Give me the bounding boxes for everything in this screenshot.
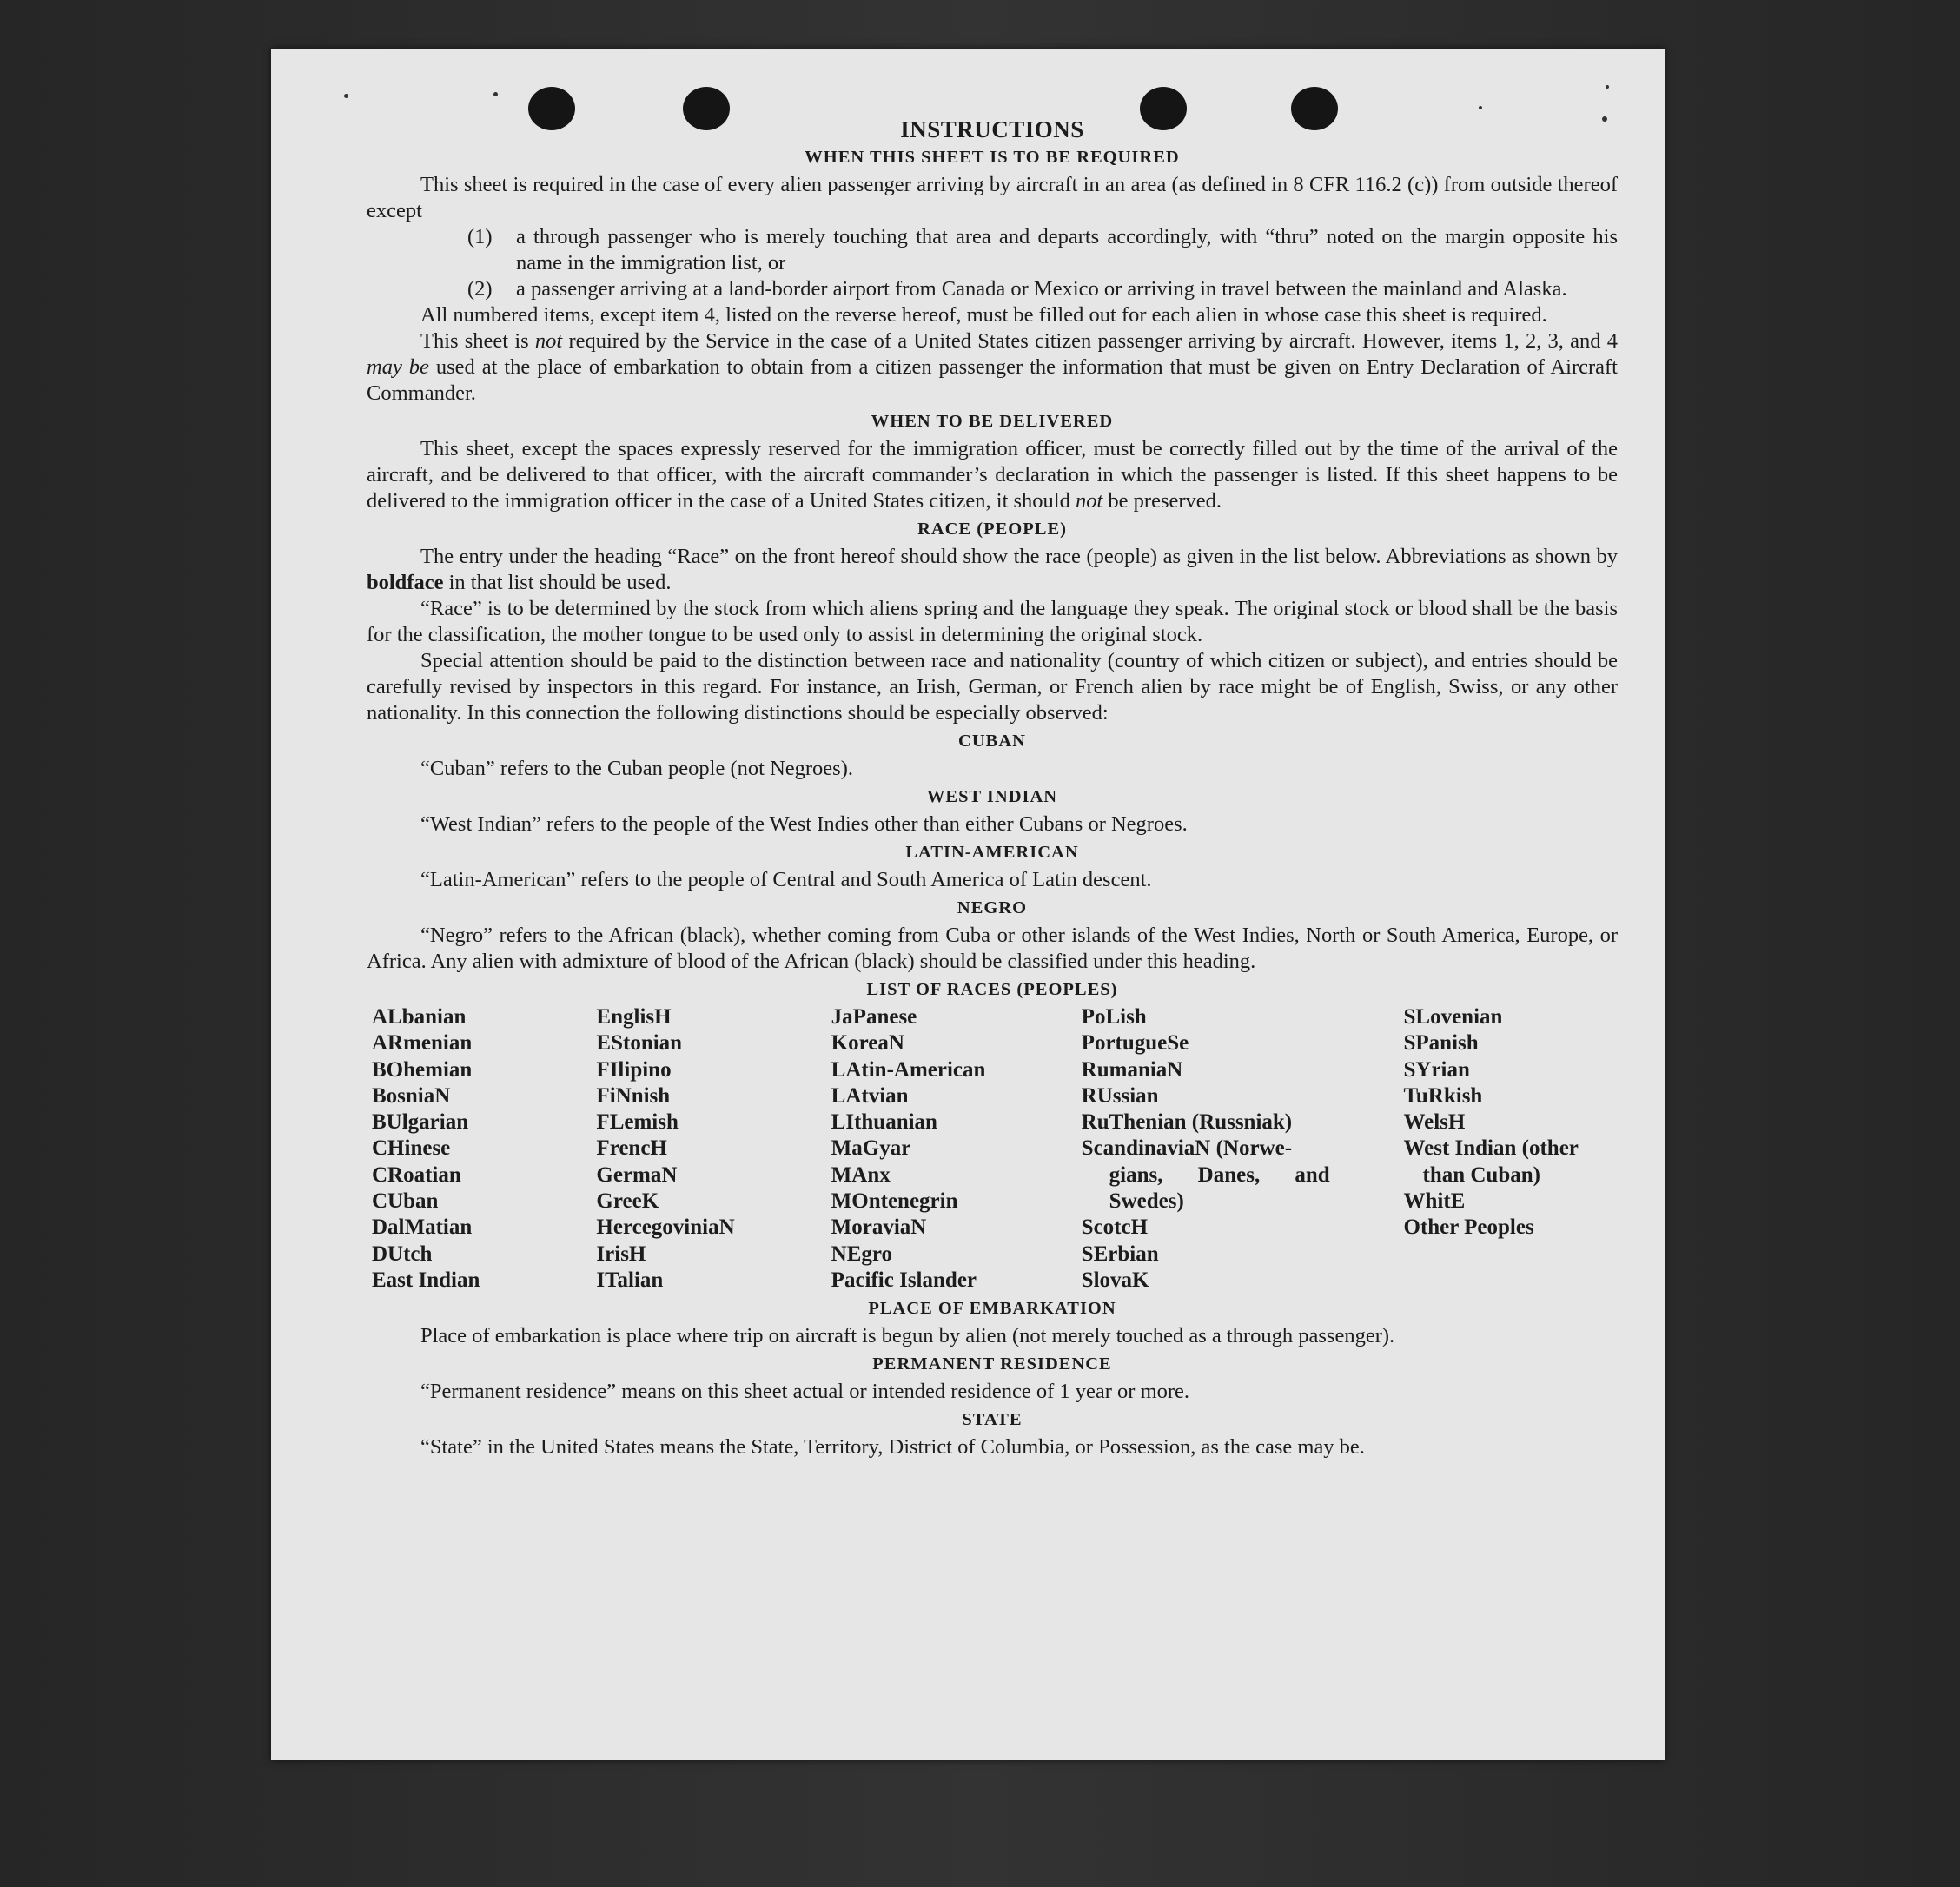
race-column: [826, 1004, 1076, 1294]
race-item: ScandinaviaN (Norwe-: [1081, 1136, 1293, 1161]
race-item: EnglisH: [596, 1005, 672, 1029]
race-item: ScotcH: [1081, 1215, 1149, 1240]
para-embarkation: Place of embarkation is place where trip on aircraft is begun by alien (not merely touched as a through passenger).: [420, 1324, 1395, 1348]
race-item: RumaniaN: [1081, 1057, 1183, 1082]
race-item: MOntenegrin: [831, 1189, 958, 1214]
race-item: NEgro: [831, 1241, 893, 1266]
para-citizen-passenger: This sheet is not required by the Service in the case of a United States citizen passenger arriving by aircraft. However, items 1, 2, 3, and 4 may be used at the place of embarkation to obtain from a citizen passenger the information that must be given on Entry Declaration of Aircraft Commander.: [367, 329, 1618, 405]
race-column: [1076, 1004, 1399, 1294]
race-item: SlovaK: [1081, 1268, 1149, 1292]
race-item: GermaN: [596, 1162, 678, 1187]
race-item: KoreaN: [831, 1031, 904, 1056]
heading-latin-american: LATIN-AMERICAN: [905, 843, 1079, 862]
instruction-sheet: [271, 49, 1665, 1760]
exception-text: a through passenger who is merely touching that area and departs accordingly, with “thru” noted on the margin opposite his name in the immigration list, or: [516, 225, 1618, 275]
race-column: [367, 1004, 591, 1294]
exception-number: (2): [467, 277, 493, 301]
exception-number: (1): [467, 225, 493, 248]
race-item: IrisH: [596, 1241, 646, 1266]
para-numbered-items: All numbered items, except item 4, listed on the reverse hereof, must be filled out for each alien in whose case this sheet is required.: [420, 303, 1547, 327]
race-item: MaGyar: [831, 1136, 911, 1161]
heading-west-indian: WEST INDIAN: [926, 787, 1058, 806]
race-list: [367, 1004, 1618, 1294]
heading-place-of-embarkation: PLACE OF EMBARKATION: [868, 1299, 1116, 1319]
race-item: East Indian: [372, 1268, 480, 1292]
race-item: than Cuban): [1422, 1162, 1540, 1187]
race-item: LAtin-American: [831, 1057, 986, 1082]
race-item: PoLish: [1081, 1005, 1147, 1029]
race-item: SYrian: [1403, 1057, 1470, 1082]
race-item: CRoatian: [372, 1162, 461, 1187]
race-item: BOhemian: [372, 1057, 473, 1082]
race-item: PortugueSe: [1081, 1031, 1189, 1056]
race-item: DUtch: [372, 1241, 433, 1266]
para-negro: “Negro” refers to the African (black), whether coming from Cuba or other islands of the West Indies, North or South America, Europe, or Africa. Any alien with admixture of blood of the African (black) should be classified under this heading.: [367, 924, 1618, 973]
para-race-determination: “Race” is to be determined by the stock from which aliens spring and the language they speak. The original stock or blood shall be the basis for the classification, the mother tongue to be used only to assist in determining the original stock.: [367, 597, 1618, 646]
race-item: ITalian: [596, 1268, 664, 1292]
race-column: [591, 1004, 825, 1294]
race-item: SPanish: [1403, 1031, 1479, 1056]
dust-speck: [344, 94, 348, 98]
race-item: ALbanian: [372, 1005, 467, 1029]
exception-item: [367, 276, 1618, 302]
heading-race: RACE (PEOPLE): [917, 520, 1067, 539]
race-item: HercegoviniaN: [596, 1215, 735, 1240]
race-item: FrencH: [596, 1136, 667, 1161]
race-item: WhitE: [1403, 1189, 1466, 1214]
race-column: [1399, 1004, 1619, 1294]
race-item: RuThenian (Russniak): [1081, 1110, 1293, 1135]
page-title: INSTRUCTIONS: [900, 116, 1084, 142]
race-item: EStonian: [596, 1031, 683, 1056]
race-item: GreeK: [596, 1189, 659, 1214]
race-item: BUlgarian: [372, 1110, 469, 1135]
heading-cuban: CUBAN: [958, 732, 1026, 751]
para-west-indian: “West Indian” refers to the people of the West Indies other than either Cubans or Negroes.: [420, 812, 1188, 836]
exception-text: a passenger arriving at a land-border airport from Canada or Mexico or arriving in travel between the mainland and Alaska.: [516, 277, 1567, 301]
exception-item: [367, 224, 1618, 276]
race-item: SErbian: [1081, 1241, 1159, 1266]
heading-negro: NEGRO: [957, 898, 1028, 917]
race-item: West Indian (other: [1403, 1136, 1579, 1161]
race-item: CUban: [372, 1189, 439, 1214]
para-latin-american: “Latin-American” refers to the people of Central and South America of Latin descent.: [420, 868, 1152, 891]
race-item: CHinese: [372, 1136, 451, 1161]
dust-speck: [1479, 106, 1482, 109]
race-item: Other Peoples: [1403, 1215, 1534, 1240]
race-item: RUssian: [1081, 1083, 1159, 1108]
para-delivery: This sheet, except the spaces expressly reserved for the immigration officer, must be correctly filled out by the time of the arrival of the aircraft, and be delivered to that officer, with the aircraft commander’s declaration in which the passenger is listed. If this sheet happens to be delivered to the immigration officer in the case of a United States citizen, it should not be preserved.: [367, 437, 1618, 513]
heading-state: STATE: [962, 1410, 1023, 1430]
heading-when-required: WHEN THIS SHEET IS TO BE REQUIRED: [805, 148, 1180, 167]
race-item: Pacific Islander: [831, 1268, 977, 1292]
race-item: Swedes): [1109, 1189, 1184, 1214]
race-item: FLemish: [596, 1110, 679, 1135]
para-residence: “Permanent residence” means on this sheet actual or intended residence of 1 year or more.: [420, 1380, 1190, 1404]
dust-speck: [1606, 85, 1609, 89]
race-item: FiNnish: [596, 1083, 671, 1108]
race-item: MoraviaN: [831, 1215, 927, 1240]
race-item: MAnx: [831, 1162, 891, 1187]
heading-permanent-residence: PERMANENT RESIDENCE: [872, 1354, 1112, 1374]
race-item: ARmenian: [372, 1031, 473, 1056]
para-required-intro: This sheet is required in the case of every alien passenger arriving by aircraft in an area (as defined in 8 CFR 116.2 (c)) from outside thereof except: [367, 173, 1618, 222]
para-state: “State” in the United States means the State, Territory, District of Columbia, or Possession, as the case may be.: [420, 1435, 1365, 1460]
race-item: JaPanese: [831, 1005, 917, 1029]
para-race-nationality: Special attention should be paid to the distinction between race and nationality (country of which citizen or subject), and entries should be carefully revised by inspectors in this regard. For instance, an Irish, German, or French alien by race might be of English, Swiss, or any other nationality. In this connection the following distinctions should be especially observed:: [367, 649, 1618, 725]
race-item: LAtvian: [831, 1083, 909, 1108]
race-item: WelsH: [1403, 1110, 1466, 1135]
para-race-entry: The entry under the heading “Race” on the front hereof should show the race (people) as given in the list below. Abbreviations as shown by boldface in that list should be used.: [367, 545, 1618, 594]
race-item: SLovenian: [1403, 1005, 1503, 1029]
race-item: BosniaN: [372, 1083, 451, 1108]
para-cuban: “Cuban” refers to the Cuban people (not Negroes).: [420, 757, 853, 780]
dust-speck: [493, 92, 498, 96]
race-item: gians, Danes, and: [1109, 1162, 1330, 1187]
race-item: FIlipino: [596, 1057, 672, 1082]
race-item: LIthuanian: [831, 1110, 937, 1135]
instructions-content: [367, 116, 1618, 1460]
heading-when-delivered: WHEN TO BE DELIVERED: [871, 412, 1114, 431]
race-item: TuRkish: [1403, 1083, 1483, 1108]
heading-list-of-races: LIST OF RACES (PEOPLES): [866, 980, 1118, 999]
race-item: DalMatian: [372, 1215, 473, 1240]
